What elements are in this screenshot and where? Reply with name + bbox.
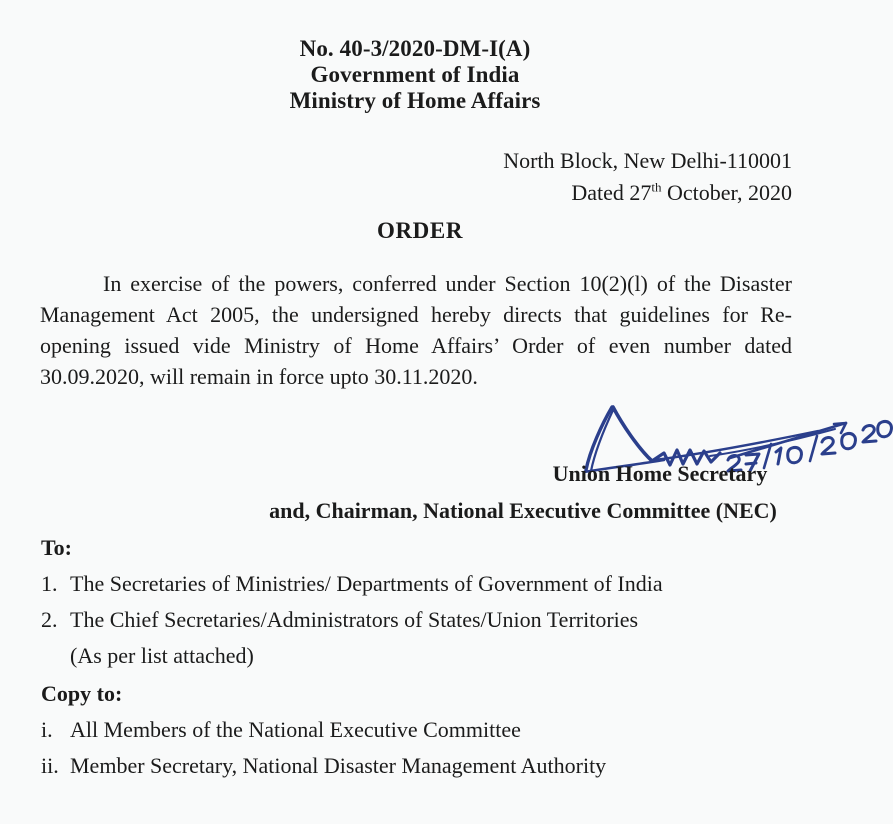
- signatory-role: and, Chairman, National Executive Committee (NEC): [269, 498, 777, 523]
- file-number: No. 40-3/2020-DM-I(A): [299, 36, 531, 61]
- list-item: [41, 748, 841, 784]
- government-name: Government of India: [310, 62, 520, 87]
- list-marker: i.: [41, 717, 53, 742]
- date-ordinal-suffix: th: [651, 179, 662, 195]
- ministry-name: Ministry of Home Affairs: [289, 88, 541, 113]
- to-heading: To:: [41, 535, 72, 560]
- list-item: [41, 712, 841, 748]
- date-prefix: Dated 27: [571, 180, 652, 205]
- signatory-title: Union Home Secretary: [552, 461, 768, 486]
- list-item-text: All Members of the National Executive Committee: [70, 717, 521, 742]
- document-header: [0, 36, 830, 114]
- list-item-text: Member Secretary, National Disaster Management Authority: [70, 753, 607, 778]
- list-item-text: The Chief Secretaries/Administrators of States/Union Territories: [70, 607, 639, 632]
- date-suffix: October, 2020: [661, 180, 792, 205]
- list-item-text: The Secretaries of Ministries/ Departments of Government of India: [70, 571, 663, 596]
- list-marker: 2.: [41, 607, 58, 632]
- address-block: [40, 145, 792, 209]
- list-marker: ii.: [41, 753, 59, 778]
- list-item: [41, 602, 841, 638]
- distribution-section: [41, 530, 841, 784]
- copy-to-heading: Copy to:: [41, 681, 123, 706]
- page-title: ORDER: [376, 218, 464, 243]
- list-item: [41, 566, 841, 602]
- list-marker: 1.: [41, 571, 58, 596]
- document-date: [40, 177, 792, 209]
- attached-list-note: (As per list attached): [70, 643, 254, 668]
- office-address: North Block, New Delhi-110001: [503, 148, 792, 173]
- order-body-text: In exercise of the powers, conferred under Section 10(2)(l) of the Disaster Management Act 2005, the undersigned hereby directs that guidelines for Re-opening issued vide Ministry of Home Affairs’ Order of even number dated 30.09.2020, will remain in force upto 30.11.2020.: [40, 271, 792, 389]
